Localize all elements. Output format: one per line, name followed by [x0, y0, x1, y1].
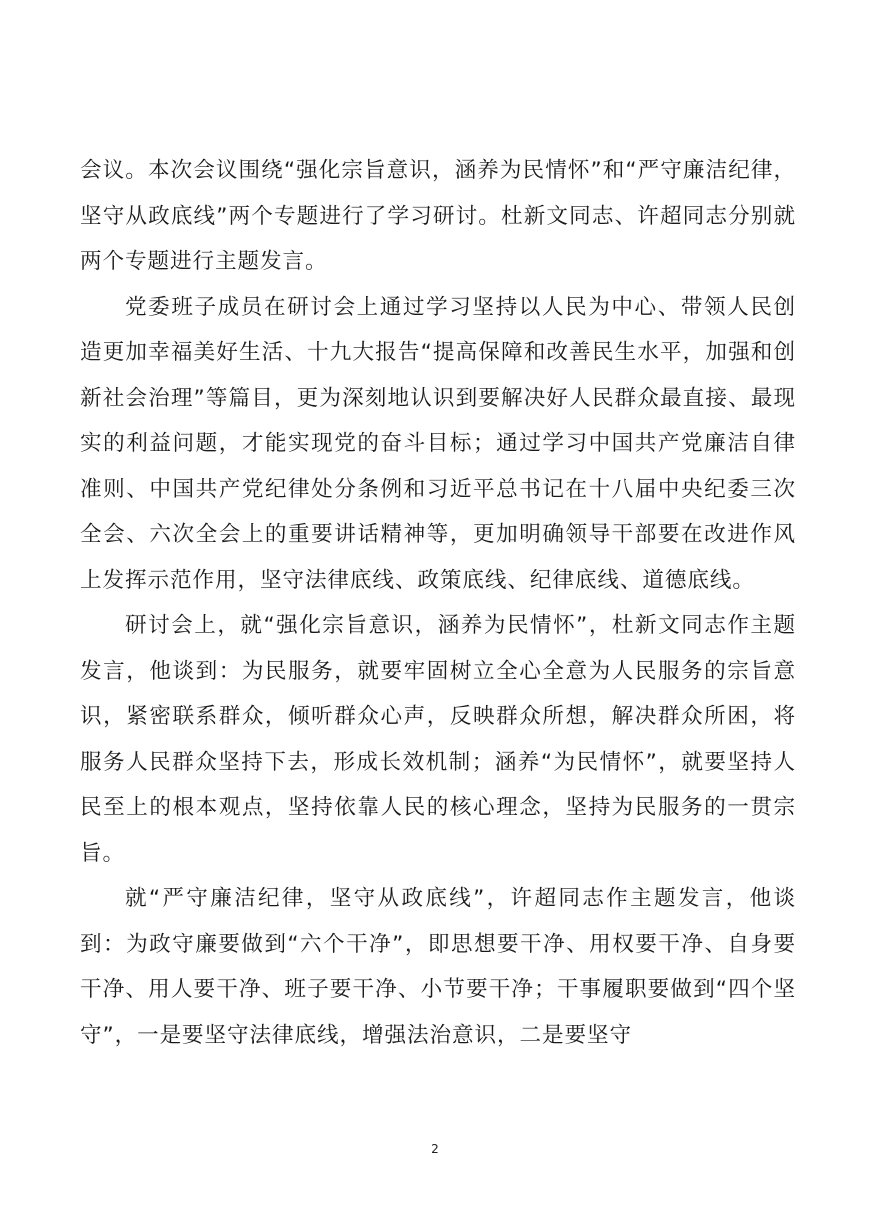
paragraph-study-summary: 党委班子成员在研讨会上通过学习坚持以人民为中心、带领人民创造更加幸福美好生活、十九大报告“提高保障和改善民生水平，加强和创新社会治理”等篇目，更为深刻地认识到要解决好人民群众最直接、最现实的利益问题，才能实现党的奋斗目标；通过学习中国共产党廉洁自律准则、中国共产党纪律处分条例和习近平总书记在十八届中央纪委三次全会、六次全会上的重要讲话精神等，更加明确领导干部要在改进作风上发挥示范作用，坚守法律底线、政策底线、纪律底线、道德底线。 — [80, 294, 796, 593]
paragraph-du-xinwen-speech: 研讨会上，就“强化宗旨意识，涵养为民情怀”，杜新文同志作主题发言，他谈到：为民服务，就要牢固树立全心全意为人民服务的宗旨意识，紧密联系群众，倾听群众心声，反映群众所想，解决群众所困，将服务人民群众坚持下去，形成长效机制；涵养“为民情怀”，就要坚持人民至上的根本观点，坚持依靠人民的核心理念，坚持为民服务的一贯宗旨。 — [80, 613, 796, 866]
paragraph-xu-chao-speech: 就“严守廉洁纪律，坚守从政底线”，许超同志作主题发言，他谈到：为政守廉要做到“六个干净”，即思想要干净、用权要干净、自身要干净、用人要干净、班子要干净、小节要干净；干事履职要做到“四个坚守”，一是要坚守法律底线，增强法治意识，二是要坚守 — [80, 886, 796, 1048]
body-text — [80, 148, 796, 1058]
paragraph-continuation: 会议。本次会议围绕“强化宗旨意识，涵养为民情怀”和“严守廉洁纪律，坚守从政底线”两个专题进行了学习研讨。杜新文同志、许超同志分别就两个专题进行主题发言。 — [80, 158, 796, 274]
page-number: 2 — [431, 1142, 439, 1156]
